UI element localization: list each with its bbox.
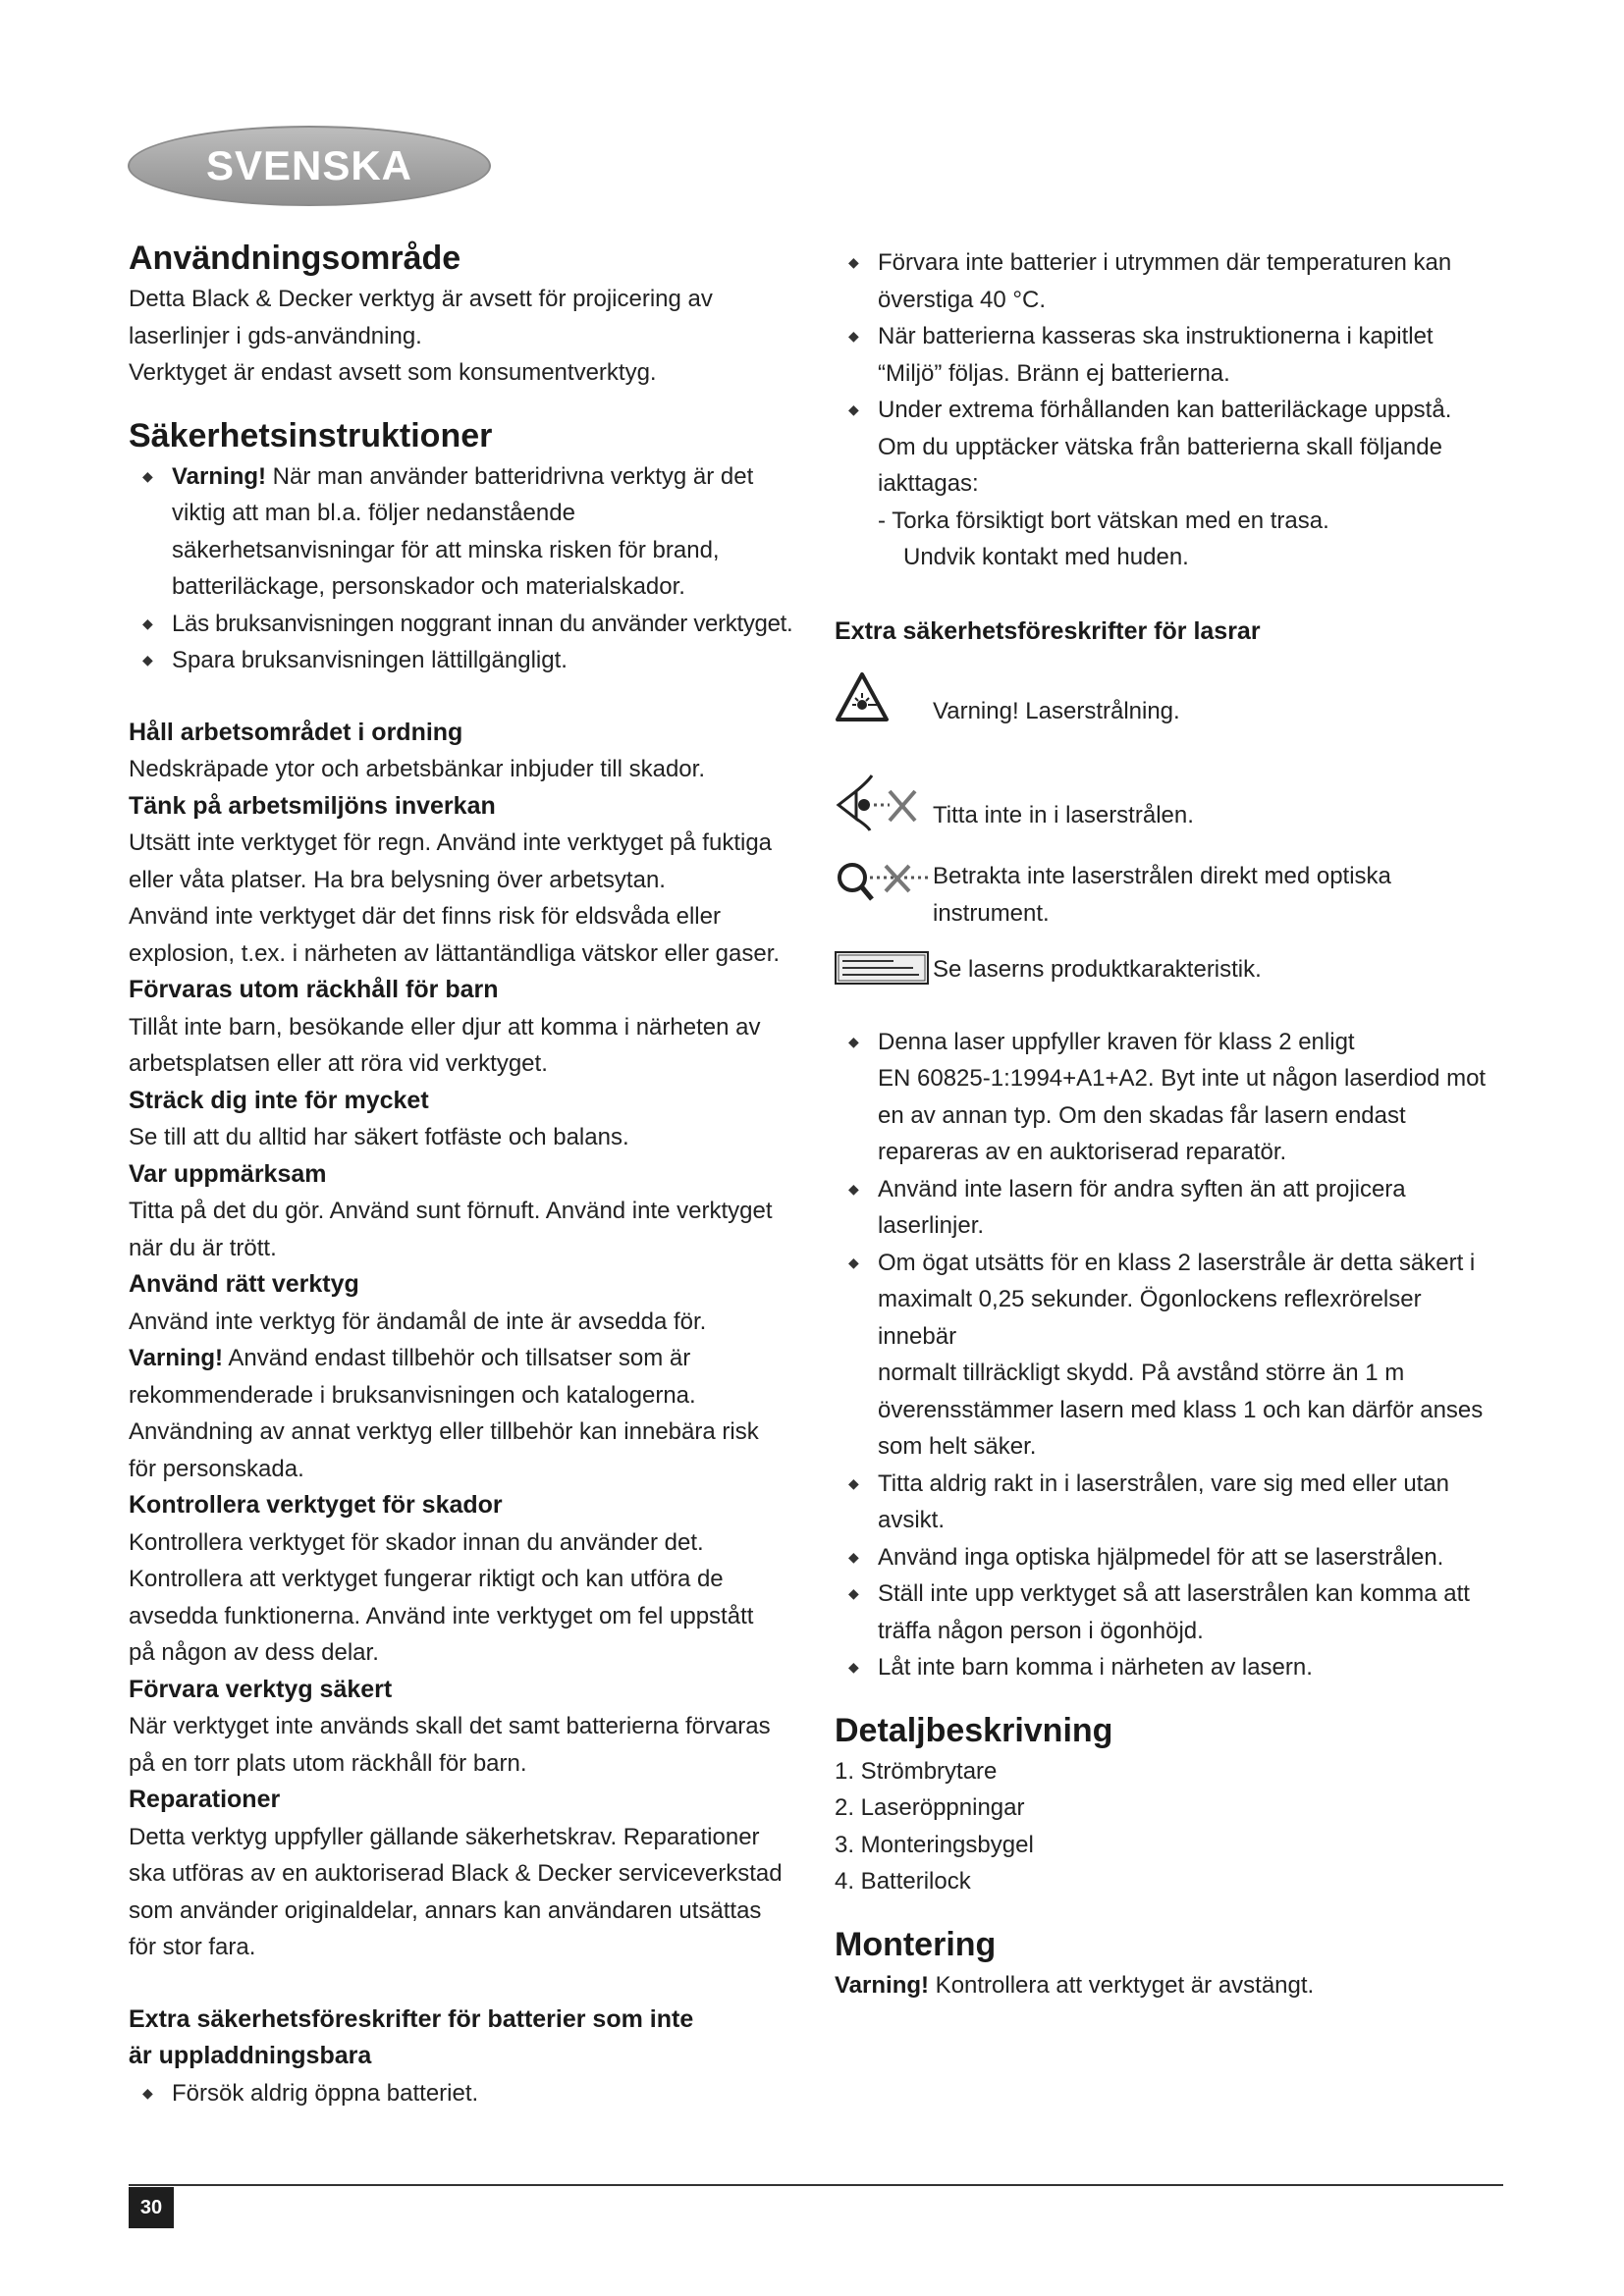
warning-text: Kontrollera att verktyget är avstängt. [929, 1971, 1315, 1999]
list-item: 3. Monteringsbygel [835, 1831, 1034, 1858]
laser-symbol-row [835, 951, 1502, 988]
section-line: eller våta platser. Ha bra belysning över arbetsytan. [129, 866, 666, 893]
warning-label: Varning! [129, 1345, 224, 1371]
laser-bullet-line: maximalt 0,25 sekunder. Ögonlockens reflexrörelser innebär [878, 1286, 1422, 1350]
battery-bullet: ◆ Försök aldrig öppna batteriet. [129, 2075, 796, 2112]
laser-symbol-text [933, 858, 1502, 932]
warning-label: Varning! [835, 1971, 930, 1999]
section-line: på någon av dess delar. [129, 1639, 379, 1666]
laser-symbol-row [835, 770, 1502, 840]
safety-bullet: ◆ Läs bruksanvisningen noggrant innan du använder verktyget. [129, 606, 796, 643]
section-heading: Kontrollera verktyget för skador [129, 1491, 503, 1519]
section-heading: Använd rätt verktyg [129, 1270, 359, 1298]
laser-bullet-line: avsikt. [878, 1507, 946, 1533]
list-item: 1. Strömbrytare [835, 1757, 998, 1785]
battery-bullet-line: Om du upptäcker vätska från batterierna skall följande [878, 433, 1442, 460]
laser-bullet: ◆ Denna laser uppfyller kraven för klass 2 enligt [835, 1024, 1502, 1061]
section-heading: Håll arbetsområdet i ordning [129, 718, 463, 746]
mounting-warning [835, 1967, 1502, 2004]
section-line: När verktyget inte används skall det samt batterierna förvaras [129, 1713, 771, 1739]
section-line: avsedda funktionerna. Använd inte verktyget om fel uppstått [129, 1602, 754, 1629]
right-column [835, 244, 1502, 2003]
section-line: ska utföras av en auktoriserad Black & Decker serviceverkstad [129, 1860, 783, 1887]
battery-bullet-line: “Miljö” följas. Bränn ej batterierna. [878, 359, 1230, 387]
laser-bullet-line: som helt säker. [878, 1433, 1037, 1460]
section-line [129, 1340, 796, 1377]
laser-bullet: ◆ Använd inte lasern för andra syften än att projicera [835, 1171, 1502, 1208]
laser-bullet: ◆ Ställ inte upp verktyget så att laserstrålen kan komma att [835, 1575, 1502, 1613]
safety-warning [129, 458, 796, 496]
list-item: 4. Batterilock [835, 1868, 971, 1895]
usage-line: laserlinjer i gds-användning. [129, 322, 422, 349]
section-line: Utsätt inte verktyget för regn. Använd inte verktyget på fuktiga [129, 829, 773, 856]
laser-symbol-line: Titta inte in i laserstrålen. [933, 802, 1194, 828]
page-number: 30 [129, 2187, 174, 2228]
battery-bullet-line: iakttagas: [878, 470, 979, 497]
laser-symbol-text [933, 671, 1502, 730]
section-line: Använd inte verktyg för ändamål de inte är avsedda för. [129, 1308, 707, 1335]
dash-line: - Torka försiktigt bort vätskan med en trasa. [878, 507, 1329, 534]
laser-bullet-line: överensstämmer lasern med klass 1 och kan därför anses [878, 1396, 1484, 1423]
battery-heading: är uppladdningsbara [129, 2042, 372, 2069]
laser-symbol-row [835, 671, 1502, 746]
battery-bullet: ◆ Under extrema förhållanden kan batteriläckage uppstå. [835, 392, 1502, 429]
section-line: Nedskräpade ytor och arbetsbänkar inbjuder till skador. [129, 756, 705, 782]
warning-text: batteriläckage, personskador och materialskador. [172, 573, 685, 600]
warning-text: säkerhetsanvisningar för att minska risken för brand, [172, 536, 720, 563]
section-heading: Förvara verktyg säkert [129, 1675, 393, 1703]
laser-symbol-line: Se laserns produktkarakteristik. [933, 956, 1262, 983]
laser-heading: Extra säkerhetsföreskrifter för lasrar [835, 616, 1261, 645]
usage-title: Användningsområde [129, 240, 461, 277]
detail-title: Detaljbeskrivning [835, 1711, 1113, 1749]
section-line: Titta på det du gör. Använd sunt förnuft. Använd inte verktyget [129, 1198, 773, 1224]
laser-bullet-line: en av annan typ. Om den skadas får lasern endast [878, 1101, 1406, 1129]
battery-heading: Extra säkerhetsföreskrifter för batterier som inte [129, 2004, 694, 2033]
section-heading: Reparationer [129, 1786, 281, 1813]
battery-bullet: ◆ Förvara inte batterier i utrymmen där temperaturen kan [835, 244, 1502, 282]
section-line: på en torr plats utom räckhåll för barn. [129, 1749, 527, 1777]
laser-symbol-line: Varning! Laserstrålning. [933, 698, 1180, 724]
laser-symbol-text [933, 770, 1502, 834]
laser-bullet-line: EN 60825-1:1994+A1+A2. Byt inte ut någon laserdiod mot [878, 1065, 1487, 1092]
section-heading: Var uppmärksam [129, 1159, 327, 1188]
section-line: arbetsplatsen eller att röra vid verktyget. [129, 1050, 548, 1077]
warning-text: viktig att man bl.a. följer nedanstående [172, 500, 575, 526]
laser-bullet-line: normalt tillräckligt skydd. På avstånd större än 1 m [878, 1360, 1405, 1386]
laser-bullet-line: laserlinjer. [878, 1212, 985, 1239]
section-line: Använd inte verktyget där det finns risk för eldsvåda eller [129, 903, 721, 930]
laser-bullets [835, 1024, 1502, 1686]
usage-line: Verktyget är endast avsett som konsumentverktyg. [129, 359, 657, 386]
parts-list [835, 1753, 1502, 1900]
usage-line: Detta Black & Decker verktyg är avsett för projicering av [129, 286, 713, 312]
mounting-title: Montering [835, 1925, 997, 1963]
section-line: för stor fara. [129, 1934, 256, 1960]
safety-title: Säkerhetsinstruktioner [129, 416, 493, 454]
laser-bullet: ◆ Titta aldrig rakt in i laserstrålen, vare sig med eller utan [835, 1466, 1502, 1503]
section-line: som använder originaldelar, annars kan användaren utsättas [129, 1896, 762, 1924]
section-line: explosion, t.ex. i närheten av lättantändliga vätskor eller gaser. [129, 939, 781, 967]
section-line: för personskada. [129, 1455, 304, 1482]
warning-text: När man använder batteridrivna verktyg är det [266, 462, 754, 490]
laser-symbol-row [835, 858, 1502, 932]
dash-line: Undvik kontakt med huden. [903, 544, 1189, 570]
list-item: 2. Laseröppningar [835, 1794, 1025, 1821]
section-line: Se till att du alltid har säkert fotfäste och balans. [129, 1124, 629, 1150]
footer-divider [129, 2184, 1503, 2186]
battery-bullet: ◆ När batterierna kasseras ska instruktionerna i kapitlet [835, 318, 1502, 355]
laser-symbol-text [933, 951, 1502, 988]
section-line: Tillåt inte barn, besökande eller djur att komma i närheten av [129, 1013, 761, 1041]
warning-text: Använd endast tillbehör och tillsatser som är [223, 1345, 691, 1371]
section-heading: Förvaras utom räckhåll för barn [129, 976, 499, 1003]
laser-bullet: ◆ Låt inte barn komma i närheten av lasern. [835, 1649, 1502, 1686]
laser-bullet-line: träffa någon person i ögonhöjd. [878, 1617, 1204, 1644]
section-heading: Tänk på arbetsmiljöns inverkan [129, 791, 496, 820]
laser-symbol-line: Betrakta inte laserstrålen direkt med optiska [933, 863, 1391, 889]
section-line: när du är trött. [129, 1234, 277, 1261]
section-line: Användning av annat verktyg eller tillbehör kan innebära risk [129, 1418, 759, 1445]
section-line: Detta verktyg uppfyller gällande säkerhetskrav. Reparationer [129, 1823, 760, 1850]
left-column [129, 236, 796, 2111]
warning-label: Varning! [172, 462, 267, 490]
laser-bullet: ◆ Om ögat utsätts för en klass 2 laserstråle är detta säkert i [835, 1245, 1502, 1282]
laser-bullet-line: repareras av en auktoriserad reparatör. [878, 1139, 1287, 1165]
section-line: rekommenderade i bruksanvisningen och katalogerna. [129, 1381, 696, 1409]
safety-bullet: ◆ Spara bruksanvisningen lättillgängligt. [129, 642, 796, 679]
laser-symbol-line: instrument. [933, 899, 1050, 927]
battery-bullet-line: överstiga 40 °C. [878, 286, 1047, 313]
language-badge: SVENSKA [128, 126, 491, 206]
section-line: Kontrollera verktyget för skador innan du använder det. [129, 1528, 704, 1556]
section-heading: Sträck dig inte för mycket [129, 1086, 429, 1114]
section-line: Kontrollera att verktyget fungerar riktigt och kan utföra de [129, 1566, 724, 1592]
laser-bullet: ◆ Använd inga optiska hjälpmedel för att se laserstrålen. [835, 1539, 1502, 1576]
